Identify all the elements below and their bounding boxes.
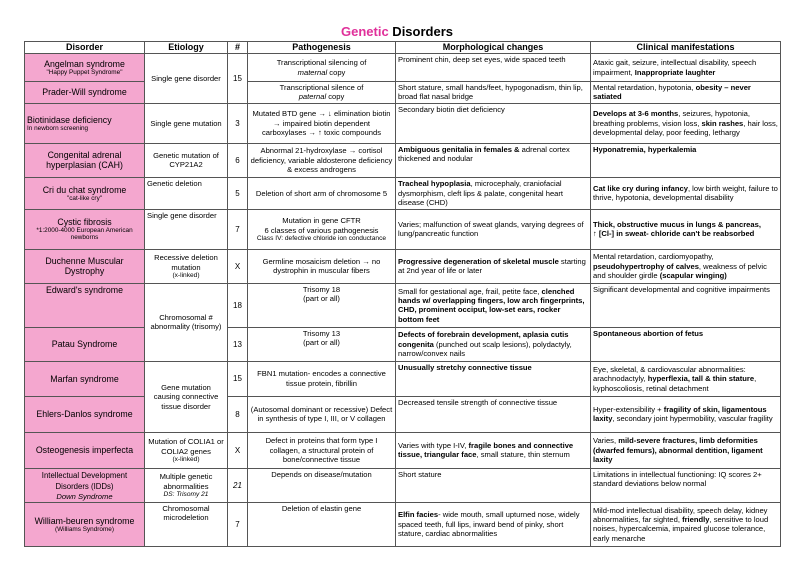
pathogenesis-cell: Depends on disease/mutation (248, 468, 396, 502)
table-row (25, 54, 781, 82)
table-row (25, 82, 781, 104)
disorder-cell: Edward's syndrome (25, 283, 145, 327)
pathogenesis-cell: Germline mosaicism deletion → no dystrophin in muscular fibers (248, 249, 396, 283)
table-row (25, 177, 781, 209)
disorder-cell: Intellectual Development Disorders (IDDs) Down Syndrome (25, 468, 145, 502)
disorder-cell: William-beuren syndrome (Williams Syndrome) (25, 502, 145, 546)
table-row (25, 468, 781, 502)
disorder-cell: Marfan syndrome (25, 361, 145, 396)
etiology-cell: Recessive deletion mutation (x-linked) (145, 249, 228, 283)
morphology-cell: Decreased tensile strength of connective tissue (396, 396, 591, 432)
pathogenesis-cell: Transcriptional silence of paternal copy (248, 82, 396, 104)
morphology-cell: Short stature (396, 468, 591, 502)
header-clinical: Clinical manifestations (591, 42, 781, 54)
disorder-cell: Ehlers-Danlos syndrome (25, 396, 145, 432)
morphology-cell: Secondary biotin diet deficiency (396, 103, 591, 143)
pathogenesis-cell: FBN1 mutation- encodes a connective tissue protein, fibrillin (248, 361, 396, 396)
etiology-cell: Mutation of COLIA1 or COLIA2 genes (x-linked) (145, 432, 228, 468)
clinical-cell: Varies, mild-severe fractures, limb deformities (dwarfed femurs), abnormal dentition, ligament laxity (591, 432, 781, 468)
pathogenesis-cell: Deletion of elastin gene (248, 502, 396, 546)
table-row (25, 143, 781, 177)
morphology-cell: Varies with type I-IV, fragile bones and connective tissue, triangular face, small stature, thin sternum (396, 432, 591, 468)
clinical-cell: Mental retardation, cardiomyopathy, pseudohypertrophy of calves, weakness of pelvic and shoulder girdle (scapular winging) (591, 249, 781, 283)
number-cell: 8 (228, 396, 248, 432)
pathogenesis-cell: Deletion of short arm of chromosome 5 (248, 177, 396, 209)
etiology-cell: Single gene mutation (145, 103, 228, 143)
disorder-cell: Biotinidase deficiency In newborn screening (25, 103, 145, 143)
etiology-cell: Single gene disorder (145, 54, 228, 104)
morphology-cell: Prominent chin, deep set eyes, wide spaced teeth (396, 54, 591, 82)
number-cell: 18 (228, 283, 248, 327)
etiology-cell: Chromosomal microdeletion (145, 502, 228, 546)
title-rest: Disorders (388, 24, 453, 39)
clinical-cell: Cat like cry during infancy, low birth weight, failure to thrive, hypotonia, developmental disability (591, 177, 781, 209)
etiology-cell: Genetic mutation of CYP21A2 (145, 143, 228, 177)
clinical-cell: Significant developmental and cognitive impairments (591, 283, 781, 327)
header-morphology: Morphological changes (396, 42, 591, 54)
etiology-cell: Single gene disorder (145, 209, 228, 249)
etiology-cell: Gene mutation causing connective tissue disorder (145, 361, 228, 432)
header-number: # (228, 42, 248, 54)
table-row (25, 396, 781, 432)
table-row (25, 502, 781, 546)
disorder-cell: Duchenne Muscular Dystrophy (25, 249, 145, 283)
clinical-cell: Eye, skeletal, & cardiovascular abnormalities: arachnodactyly, hyperflexia, tall & thin stature, kyphoscoliosis, retinal detachment (591, 361, 781, 396)
pathogenesis-cell: (Autosomal dominant or recessive) Defect in synthesis of type I, III, or V collagen (248, 396, 396, 432)
etiology-cell: Chromosomal # abnormality (trisomy) (145, 283, 228, 361)
table-row (25, 283, 781, 327)
clinical-cell: Limitations in intellectual functioning: IQ scores 2+ standard deviations below normal (591, 468, 781, 502)
morphology-cell: Varies; malfunction of sweat glands, varying degrees of lung/pancreatic function (396, 209, 591, 249)
clinical-cell: Mild-mod intellectual disability, speech delay, kidney abnormalities, far sighted, friendly, sensitive to loud noises, hypercalcemia, impaired glucose tolerance, early menarche (591, 502, 781, 546)
morphology-cell: Unusually stretchy connective tissue (396, 361, 591, 396)
morphology-cell: Elfin facies- wide mouth, small upturned nose, widely spaced teeth, full lips, inward bend of pinky, short stature, cardiac abnormalities (396, 502, 591, 546)
table-row (25, 432, 781, 468)
table-row (25, 249, 781, 283)
clinical-cell: Spontaneous abortion of fetus (591, 327, 781, 361)
pathogenesis-cell: Mutated BTD gene → ↓ elimination biotin → impaired biotin dependent carboxylases → ↑ toxic compounds (248, 103, 396, 143)
number-cell: 15 (228, 54, 248, 104)
header-etiology: Etiology (145, 42, 228, 54)
table-row (25, 327, 781, 361)
morphology-cell: Small for gestational age, frail, petite face, clenched hands w/ overlapping fingers, low arch fingerprints, CHD, prominent occiput, low-set ears, rocker bottom feet (396, 283, 591, 327)
disorder-cell: Cri du chat syndrome "cat-like cry" (25, 177, 145, 209)
number-cell: 21 (228, 468, 248, 502)
morphology-cell: Progressive degeneration of skeletal muscle starting at 2nd year of life or later (396, 249, 591, 283)
pathogenesis-cell: Defect in proteins that form type I collagen, a structural protein of bone/connective tissue (248, 432, 396, 468)
morphology-cell: Tracheal hypoplasia, microcephaly, craniofacial dysmorphism, cleft lips & palate, congenital heart disease (CHD) (396, 177, 591, 209)
clinical-cell: Thick, obstructive mucus in lungs & pancreas, ↑ [Cl-] in sweat- chloride can't be reabsorbed (591, 209, 781, 249)
etiology-cell: Multiple genetic abnormalities DS: Trisomy 21 (145, 468, 228, 502)
number-cell: 7 (228, 209, 248, 249)
number-cell: 15 (228, 361, 248, 396)
number-cell: 3 (228, 103, 248, 143)
pathogenesis-cell: Trisomy 18 (part or all) (248, 283, 396, 327)
number-cell: X (228, 249, 248, 283)
header-pathogenesis: Pathogenesis (248, 42, 396, 54)
disorder-cell: Angelman syndrome "Happy Puppet Syndrome" (25, 54, 145, 82)
pathogenesis-cell: Transcriptional silencing of maternal copy (248, 54, 396, 82)
number-cell: 13 (228, 327, 248, 361)
disorder-cell: Prader-Will syndrome (25, 82, 145, 104)
number-cell: 6 (228, 143, 248, 177)
etiology-cell: Genetic deletion (145, 177, 228, 209)
number-cell: 5 (228, 177, 248, 209)
clinical-cell: Hyper-extensibility + fragility of skin, ligamentous laxity, secondary joint hypermobility, vascular fragility (591, 396, 781, 432)
morphology-cell: Short stature, small hands/feet, hypogonadism, thin lip, broad flat nasal bridge (396, 82, 591, 104)
morphology-cell: Defects of forebrain development, aplasia cutis congenita (punched out scalp lesions), polydactyly, narrow/convex nails (396, 327, 591, 361)
disorders-table (24, 41, 781, 547)
clinical-cell: Mental retardation, hypotonia, obesity – never satiated (591, 82, 781, 104)
disorder-cell: Congenital adrenal hyperplasian (CAH) (25, 143, 145, 177)
clinical-cell: Hyponatremia, hyperkalemia (591, 143, 781, 177)
table-row (25, 361, 781, 396)
disorder-cell: Patau Syndrome (25, 327, 145, 361)
clinical-cell: Develops at 3-6 months, seizures, hypotonia, breathing problems, vision loss, skin rashes, hair loss, developmental delay, poor feeding, lethargy (591, 103, 781, 143)
morphology-cell: Ambiguous genitalia in females & adrenal cortex thickened and nodular (396, 143, 591, 177)
table-row (25, 103, 781, 143)
clinical-cell: Ataxic gait, seizure, intellectual disability, speech impairment, Inappropriate laughter (591, 54, 781, 82)
pathogenesis-cell: Mutation in gene CFTR 6 classes of various pathogenesis Class IV: defective chloride ion conductance (248, 209, 396, 249)
pathogenesis-cell: Abnormal 21-hydroxylase → cortisol deficiency, variable aldosterone deficiency & excess androgens (248, 143, 396, 177)
header-disorder: Disorder (25, 42, 145, 54)
pathogenesis-cell: Trisomy 13 (part or all) (248, 327, 396, 361)
table-row (25, 209, 781, 249)
header-row (25, 42, 781, 54)
number-cell: 7 (228, 502, 248, 546)
page-title (0, 24, 794, 40)
title-accent: Genetic (341, 24, 389, 39)
number-cell: X (228, 432, 248, 468)
disorder-cell: Cystic fibrosis *1:2000-4000 European American newborns (25, 209, 145, 249)
disorder-cell: Osteogenesis imperfecta (25, 432, 145, 468)
